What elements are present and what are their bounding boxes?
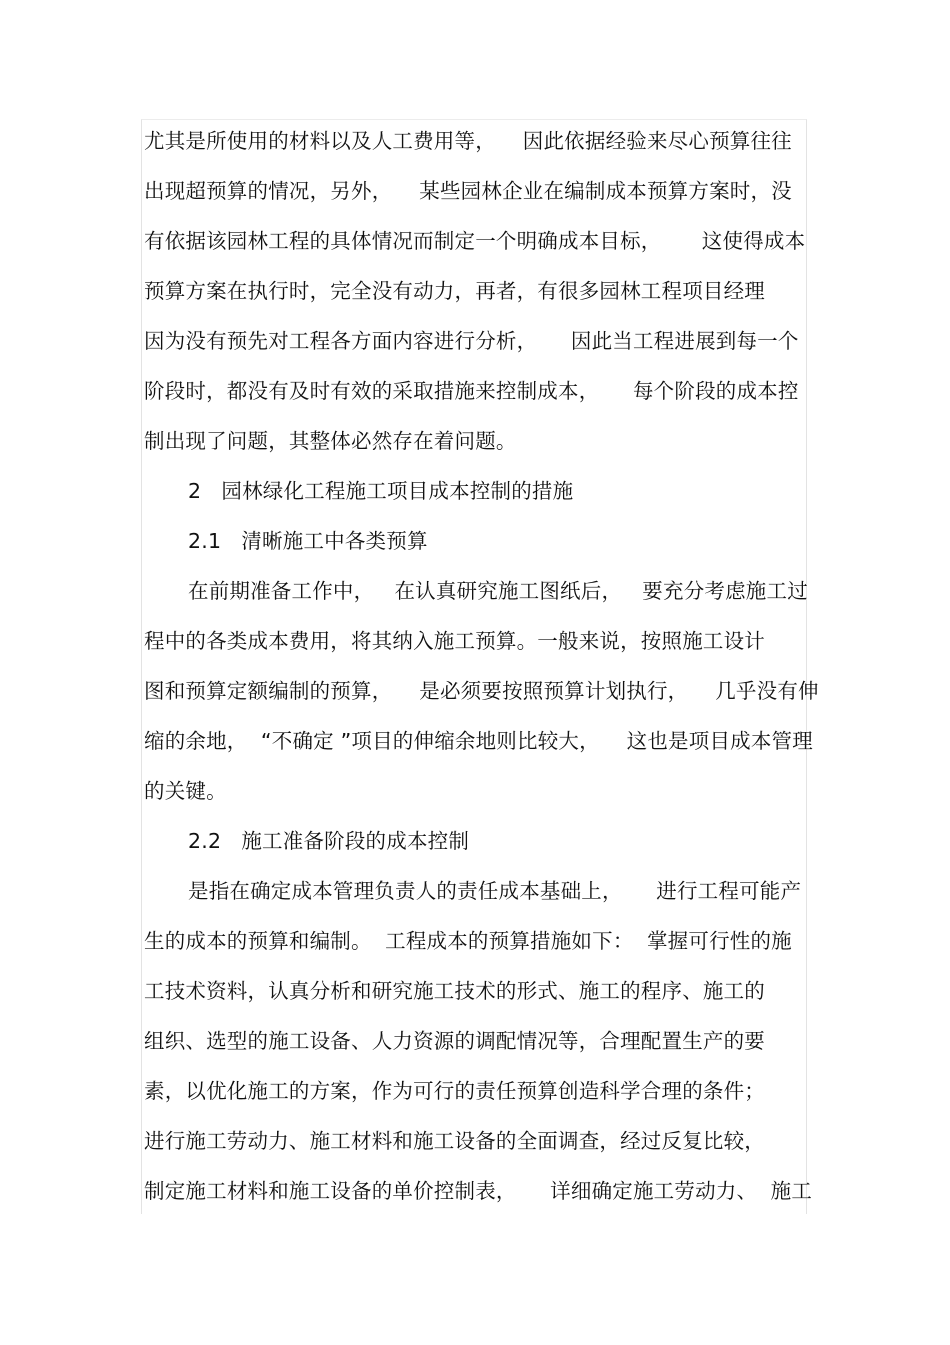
body-text-line: 生的成本的预算和编制。 工程成本的预算措施如下： 掌握可行性的施: [144, 929, 792, 953]
body-text-line: 是指在确定成本管理负责人的责任成本基础上， 进行工程可能产: [188, 879, 802, 903]
section-heading: 2 园林绿化工程施工项目成本控制的措施: [188, 479, 574, 503]
body-text-line: 制出现了问题，其整体必然存在着问题。: [144, 429, 517, 453]
subsection-heading: 2.1 清晰施工中各类预算: [188, 529, 428, 553]
body-text-line: 制定施工材料和施工设备的单价控制表， 详细确定施工劳动力、 施工: [144, 1179, 813, 1203]
body-text-line: 缩的余地， “不确定 ”项目的伸缩余地则比较大， 这也是项目成本管理: [144, 729, 813, 753]
body-text-line: 工技术资料，认真分析和研究施工技术的形式、施工的程序、施工的: [144, 979, 765, 1003]
body-text-line: 的关键。: [144, 779, 227, 803]
body-text-line: 进行施工劳动力、施工材料和施工设备的全面调查，经过反复比较，: [144, 1129, 765, 1153]
body-text-line: 预算方案在执行时，完全没有动力，再者，有很多园林工程项目经理: [144, 279, 765, 303]
body-text-line: 在前期准备工作中， 在认真研究施工图纸后， 要充分考虑施工过: [188, 579, 808, 603]
body-text-line: 尤其是所使用的材料以及人工费用等， 因此依据经验来尽心预算往往: [144, 129, 792, 153]
body-text-line: 素，以优化施工的方案，作为可行的责任预算创造科学合理的条件；: [144, 1079, 765, 1103]
subsection-heading: 2.2 施工准备阶段的成本控制: [188, 829, 470, 853]
body-text-line: 图和预算定额编制的预算， 是必须要按照预算计划执行， 几乎没有伸: [144, 679, 819, 703]
body-text-line: 出现超预算的情况，另外， 某些园林企业在编制成本预算方案时，没: [144, 179, 792, 203]
body-text-line: 程中的各类成本费用，将其纳入施工预算。一般来说，按照施工设计: [144, 629, 765, 653]
body-text-line: 因为没有预先对工程各方面内容进行分析， 因此当工程进展到每一个: [144, 329, 799, 353]
body-text-line: 有依据该园林工程的具体情况而制定一个明确成本目标， 这使得成本: [144, 229, 806, 253]
body-text-line: 组织、选型的施工设备、人力资源的调配情况等，合理配置生产的要: [144, 1029, 765, 1053]
body-text-line: 阶段时，都没有及时有效的采取措施来控制成本， 每个阶段的成本控: [144, 379, 799, 403]
